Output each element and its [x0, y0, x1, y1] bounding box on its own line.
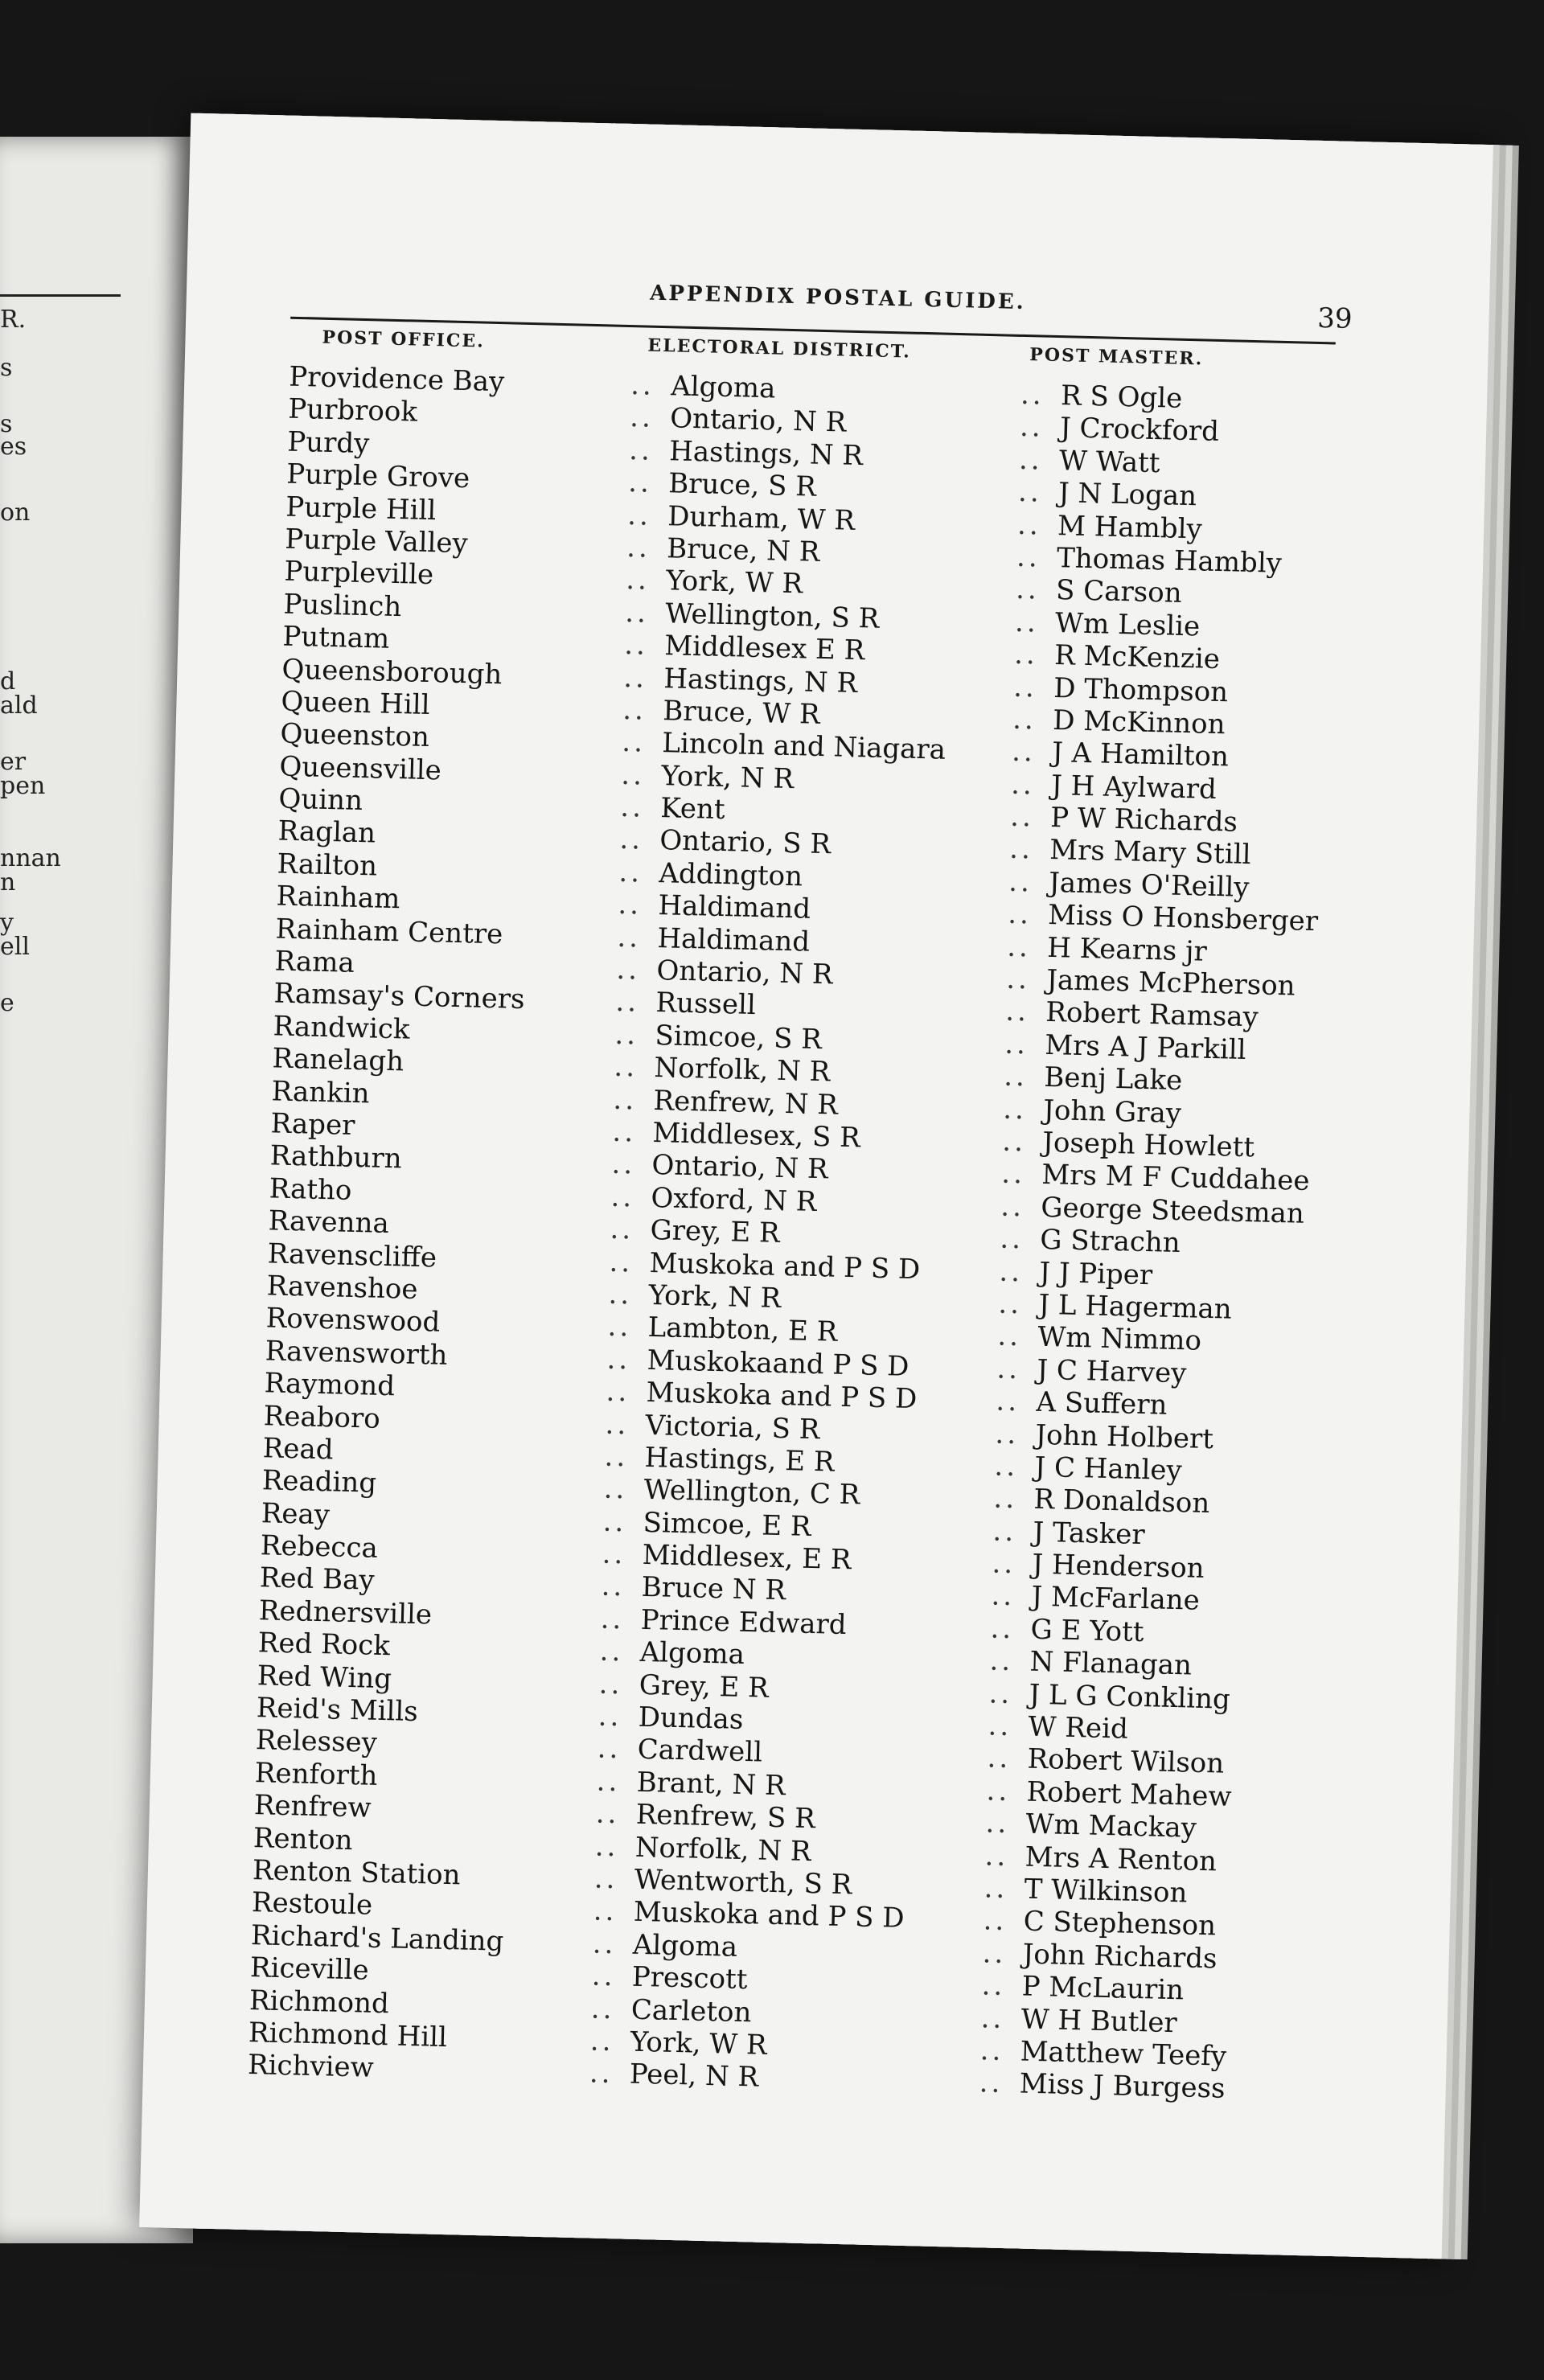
- leader-dots: ..: [591, 1959, 617, 1993]
- leader-dots: ..: [1004, 995, 1030, 1028]
- leader-dots: ..: [589, 2057, 614, 2091]
- post-master-cell: J Tasker: [1033, 1516, 1146, 1551]
- directory-table: [143, 359, 1488, 2111]
- electoral-district-cell: Grey, E R: [650, 1214, 781, 1250]
- post-master-cell: Mrs A Renton: [1025, 1840, 1218, 1877]
- post-office-cell: Randwick: [273, 1010, 411, 1046]
- electoral-district-cell: Muskoka and P S D: [633, 1896, 905, 1935]
- post-master-cell: P W Richards: [1049, 802, 1238, 839]
- leader-dots: ..: [610, 1180, 635, 1214]
- leader-dots: ..: [1000, 1158, 1026, 1191]
- post-master-cell: W Reid: [1028, 1710, 1129, 1746]
- post-office-cell: Restoule: [251, 1886, 373, 1922]
- post-master-cell: M Hambly: [1057, 509, 1203, 546]
- post-office-cell: Purple Hill: [285, 490, 437, 527]
- post-office-cell: Purbrook: [287, 393, 418, 429]
- leader-dots: ..: [990, 1612, 1015, 1646]
- electoral-district-cell: Muskoka and P S D: [646, 1377, 918, 1416]
- electoral-district-cell: Simcoe, E R: [643, 1506, 812, 1543]
- leader-dots: ..: [996, 1385, 1020, 1418]
- leader-dots: ..: [597, 1700, 622, 1734]
- electoral-district-cell: Russell: [655, 987, 757, 1022]
- leader-dots: ..: [1002, 1093, 1028, 1126]
- leader-dots: ..: [994, 1450, 1019, 1483]
- post-office-cell: Purple Grove: [285, 458, 470, 495]
- post-master-cell: Mrs A J Parkill: [1044, 1028, 1247, 1066]
- leader-dots: ..: [983, 1872, 1008, 1906]
- previous-page-fragment: ell: [0, 933, 30, 961]
- electoral-district-cell: York, W R: [665, 564, 803, 601]
- leader-dots: ..: [991, 1579, 1016, 1613]
- electoral-district-cell: York, N R: [660, 759, 795, 795]
- leader-dots: ..: [597, 1732, 622, 1766]
- post-office-cell: Raglan: [277, 815, 376, 850]
- previous-page-fragment: d: [0, 667, 16, 696]
- post-master-cell: J L Hagerman: [1037, 1288, 1233, 1326]
- post-office-cell: Renforth: [254, 1756, 378, 1792]
- leader-dots: ..: [997, 1319, 1022, 1353]
- leader-dots: ..: [992, 1547, 1016, 1581]
- electoral-district-cell: Wellington, S R: [664, 597, 880, 635]
- leader-dots: ..: [982, 1937, 1007, 1970]
- post-master-cell: J L G Conkling: [1029, 1678, 1231, 1716]
- post-office-cell: Rathburn: [269, 1139, 403, 1176]
- electoral-district-cell: Hastings, N R: [663, 662, 858, 700]
- leader-dots: ..: [992, 1515, 1017, 1548]
- post-master-cell: Wm Leslie: [1054, 606, 1201, 643]
- leader-dots: ..: [985, 1807, 1010, 1840]
- post-master-cell: P McLaurin: [1021, 1970, 1185, 2007]
- post-master-cell: C Stephenson: [1023, 1905, 1217, 1943]
- post-master-cell: Robert Wilson: [1027, 1743, 1225, 1781]
- post-office-cell: Purdy: [286, 425, 370, 460]
- post-master-cell: J A Hamilton: [1051, 737, 1230, 774]
- post-office-cell: Ramsay's Corners: [273, 977, 525, 1016]
- post-master-cell: Benj Lake: [1043, 1061, 1183, 1098]
- book-page: [139, 113, 1493, 2259]
- leader-dots: ..: [1019, 411, 1045, 445]
- post-office-cell: Red Bay: [259, 1561, 376, 1598]
- post-office-cell: Reay: [261, 1496, 331, 1532]
- electoral-district-cell: Kent: [659, 792, 726, 827]
- leader-dots: ..: [1004, 1028, 1029, 1061]
- electoral-district-cell: Middlesex, S R: [652, 1117, 861, 1155]
- leader-dots: ..: [607, 1311, 632, 1344]
- previous-page-fragment: y: [0, 909, 14, 937]
- leader-dots: ..: [608, 1278, 633, 1311]
- leader-dots: ..: [988, 1709, 1012, 1743]
- post-office-cell: Red Wing: [257, 1659, 392, 1695]
- leader-dots: ..: [602, 1537, 626, 1571]
- electoral-district-cell: Bruce, N R: [666, 532, 820, 568]
- leader-dots: ..: [612, 1115, 637, 1149]
- post-office-cell: Richview: [247, 2049, 375, 2085]
- leader-dots: ..: [599, 1635, 624, 1668]
- previous-page-fragment: n: [0, 868, 16, 897]
- previous-page-fragment: R.: [0, 306, 27, 334]
- electoral-district-cell: Ontario, S R: [659, 824, 832, 861]
- electoral-district-cell: Muskoka and P S D: [649, 1246, 921, 1286]
- electoral-district-cell: Wentworth, S R: [634, 1863, 852, 1902]
- leader-dots: ..: [1008, 833, 1034, 866]
- leader-dots: ..: [615, 986, 640, 1019]
- post-master-cell: John Holbert: [1035, 1418, 1214, 1455]
- leader-dots: ..: [598, 1668, 623, 1701]
- post-office-cell: Rebecca: [260, 1529, 379, 1565]
- leader-dots: ..: [611, 1148, 636, 1181]
- leader-dots: ..: [1012, 671, 1038, 704]
- electoral-district-cell: Hastings, E R: [644, 1441, 835, 1479]
- post-master-cell: James McPherson: [1045, 963, 1296, 1003]
- post-office-cell: Reid's Mills: [256, 1692, 419, 1729]
- post-office-cell: Riceville: [249, 1951, 370, 1987]
- post-office-cell: Railton: [277, 847, 378, 883]
- previous-page-fragment: ald: [0, 691, 38, 720]
- leader-dots: ..: [1000, 1190, 1025, 1224]
- post-master-cell: Wm Mackay: [1025, 1808, 1197, 1844]
- post-master-cell: D McKinnon: [1052, 704, 1226, 741]
- leader-dots: ..: [616, 921, 642, 954]
- electoral-district-cell: Lincoln and Niagara: [661, 727, 947, 767]
- electoral-district-cell: Bruce N R: [641, 1571, 786, 1607]
- leader-dots: ..: [1001, 1125, 1027, 1159]
- post-office-cell: Renton Station: [252, 1854, 462, 1892]
- leader-dots: ..: [986, 1775, 1011, 1808]
- electoral-district-cell: York, N R: [648, 1278, 782, 1315]
- leader-dots: ..: [622, 661, 648, 695]
- electoral-district-cell: Renfrew, S R: [635, 1798, 816, 1836]
- post-office-cell: Quinn: [278, 782, 363, 818]
- post-office-cell: Rankin: [271, 1075, 371, 1110]
- post-master-cell: J Crockford: [1059, 412, 1220, 449]
- leader-dots: ..: [1015, 573, 1041, 606]
- electoral-district-cell: Ontario, N R: [651, 1149, 829, 1186]
- leader-dots: ..: [1012, 703, 1037, 737]
- post-office-cell: Puslinch: [282, 588, 402, 623]
- post-office-cell: Rovenswood: [265, 1302, 441, 1339]
- post-office-cell: Renton: [253, 1821, 354, 1857]
- post-office-cell: Richard's Landing: [250, 1918, 504, 1958]
- electoral-district-cell: Ontario, N R: [669, 402, 847, 440]
- running-title: APPENDIX POSTAL GUIDE.: [649, 281, 1027, 315]
- post-master-cell: Mrs M F Cuddahee: [1041, 1159, 1311, 1198]
- electoral-district-cell: Lambton, E R: [647, 1311, 838, 1349]
- electoral-district-cell: Algoma: [632, 1928, 738, 1964]
- post-office-cell: Rainham Centre: [275, 913, 503, 951]
- leader-dots: ..: [602, 1505, 627, 1539]
- leader-dots: ..: [987, 1742, 1012, 1775]
- post-master-cell: W Watt: [1058, 444, 1160, 479]
- leader-dots: ..: [980, 2001, 1005, 2035]
- leader-dots: ..: [1010, 768, 1036, 802]
- post-office-cell: Ratho: [269, 1172, 352, 1207]
- post-office-cell: Richmond: [248, 1984, 390, 2020]
- leader-dots: ..: [1007, 897, 1033, 931]
- leader-dots: ..: [979, 2066, 1004, 2100]
- page-number: 39: [1316, 302, 1353, 335]
- post-master-cell: Miss J Burgess: [1019, 2067, 1226, 2106]
- post-office-cell: Reaboro: [263, 1399, 381, 1435]
- leader-dots: ..: [984, 1839, 1009, 1873]
- previous-page-fragment: nnan: [0, 844, 61, 872]
- electoral-district-cell: Norfolk, N R: [634, 1831, 812, 1868]
- post-office-cell: Renfrew: [253, 1789, 372, 1824]
- leader-dots: ..: [999, 1222, 1025, 1256]
- leader-dots: ..: [989, 1644, 1014, 1678]
- post-master-cell: H Kearns jr: [1046, 931, 1208, 968]
- post-master-cell: N Flanagan: [1029, 1645, 1193, 1682]
- electoral-district-cell: Ontario, N R: [655, 954, 833, 991]
- leader-dots: ..: [627, 466, 653, 499]
- leader-dots: ..: [1017, 476, 1043, 509]
- leader-dots: ..: [614, 1051, 639, 1084]
- electoral-district-cell: Brant, N R: [636, 1766, 786, 1803]
- leader-dots: ..: [604, 1440, 629, 1474]
- leader-dots: ..: [995, 1418, 1020, 1451]
- post-office-cell: Putnam: [282, 620, 390, 655]
- previous-page-fragment: s: [0, 410, 13, 438]
- leader-dots: ..: [605, 1408, 630, 1441]
- electoral-district-cell: Algoma: [670, 370, 776, 405]
- leader-dots: ..: [997, 1287, 1023, 1321]
- post-office-cell: Purple Valley: [284, 523, 469, 560]
- leader-dots: ..: [601, 1570, 626, 1603]
- leader-dots: ..: [613, 1083, 638, 1117]
- post-master-cell: Matthew Teefy: [1020, 2035, 1227, 2073]
- post-master-cell: J H Aylward: [1050, 769, 1218, 806]
- post-office-cell: Ravenna: [268, 1204, 390, 1241]
- leader-dots: ..: [625, 564, 651, 597]
- leader-dots: ..: [616, 953, 641, 987]
- post-office-cell: Read: [262, 1432, 335, 1467]
- leader-dots: ..: [981, 1969, 1006, 2003]
- post-office-cell: Queen Hill: [281, 685, 430, 721]
- post-master-cell: Robert Mahew: [1026, 1775, 1232, 1813]
- previous-page-fragment: er: [0, 748, 27, 776]
- post-master-cell: Wm Nimmo: [1037, 1321, 1202, 1358]
- leader-dots: ..: [606, 1343, 631, 1377]
- post-office-cell: Red Rock: [257, 1627, 391, 1663]
- leader-dots: ..: [1003, 1060, 1029, 1094]
- leader-dots: ..: [1016, 540, 1041, 574]
- electoral-district-cell: Norfolk, N R: [654, 1052, 831, 1089]
- post-master-cell: D Thompson: [1053, 671, 1229, 708]
- post-master-cell: J C Hanley: [1034, 1451, 1183, 1488]
- electoral-district-cell: Middlesex E R: [663, 630, 865, 667]
- post-office-cell: Rama: [274, 945, 355, 979]
- electoral-district-cell: Dundas: [638, 1701, 744, 1736]
- post-master-cell: Robert Ramsay: [1045, 996, 1259, 1034]
- post-master-cell: J Henderson: [1032, 1548, 1205, 1585]
- post-office-cell: Richmond Hill: [248, 2016, 448, 2054]
- leader-dots: ..: [619, 790, 645, 824]
- leader-dots: ..: [983, 1904, 1008, 1938]
- leader-dots: ..: [1020, 378, 1045, 412]
- previous-page-fragment: s: [0, 354, 13, 382]
- leader-dots: ..: [610, 1213, 634, 1246]
- electoral-district-cell: York, W R: [630, 2025, 768, 2062]
- leader-dots: ..: [998, 1255, 1024, 1288]
- post-master-cell: J J Piper: [1038, 1256, 1153, 1291]
- leader-dots: ..: [996, 1352, 1021, 1385]
- electoral-district-cell: Addington: [658, 856, 803, 893]
- leader-dots: ..: [609, 1245, 634, 1279]
- post-office-cell: Raymond: [264, 1367, 396, 1403]
- leader-dots: ..: [621, 726, 647, 759]
- leader-dots: ..: [628, 433, 654, 467]
- leader-dots: ..: [593, 1894, 618, 1928]
- electoral-district-cell: Prince Edward: [640, 1603, 848, 1641]
- leader-dots: ..: [622, 693, 647, 727]
- post-master-cell: Joseph Howlett: [1041, 1126, 1255, 1164]
- post-master-cell: S Carson: [1055, 574, 1183, 610]
- post-office-cell: Purpleville: [283, 555, 434, 592]
- electoral-district-cell: Victoria, S R: [645, 1409, 820, 1446]
- leader-dots: ..: [623, 629, 649, 662]
- electoral-district-cell: Middlesex, E R: [642, 1538, 852, 1577]
- leader-dots: ..: [594, 1830, 619, 1863]
- leader-dots: ..: [979, 2034, 1004, 2067]
- electoral-district-cell: Hastings, N R: [668, 435, 864, 472]
- previous-page-fragment: es: [0, 433, 27, 461]
- post-master-cell: J C Harvey: [1037, 1353, 1187, 1390]
- electoral-district-cell: Bruce, S R: [667, 467, 817, 503]
- post-master-cell: James O'Reilly: [1048, 866, 1250, 904]
- leader-dots: ..: [595, 1797, 620, 1831]
- post-office-cell: Providence Bay: [288, 360, 505, 399]
- leader-dots: ..: [603, 1472, 628, 1506]
- leader-dots: ..: [618, 823, 644, 857]
- post-master-cell: T Wilkinson: [1024, 1873, 1188, 1910]
- leader-dots: ..: [630, 369, 655, 402]
- electoral-district-cell: Haldimand: [657, 889, 811, 925]
- leader-dots: ..: [589, 2025, 615, 2058]
- electoral-district-cell: Oxford, N R: [651, 1181, 817, 1218]
- post-master-cell: Mrs Mary Still: [1049, 834, 1251, 872]
- leader-dots: ..: [1018, 443, 1044, 477]
- post-master-cell: A Suffern: [1036, 1385, 1168, 1422]
- leader-dots: ..: [629, 401, 655, 435]
- electoral-district-cell: Carleton: [630, 1993, 752, 2029]
- post-master-cell: J McFarlane: [1031, 1581, 1201, 1618]
- post-master-cell: R Donaldson: [1033, 1483, 1210, 1520]
- previous-page-fragment: on: [0, 499, 31, 527]
- leader-dots: ..: [1016, 508, 1042, 542]
- leader-dots: ..: [1008, 865, 1033, 899]
- post-office-cell: Queenston: [280, 717, 430, 754]
- leader-dots: ..: [993, 1482, 1018, 1516]
- previous-page-fragment: pen: [0, 772, 46, 800]
- post-office-cell: Raper: [270, 1107, 355, 1142]
- post-office-cell: Relessey: [255, 1724, 378, 1760]
- leader-dots: ..: [1013, 638, 1039, 671]
- post-office-cell: Queensborough: [281, 653, 503, 691]
- leader-dots: ..: [614, 1018, 639, 1052]
- post-master-cell: G Strachn: [1039, 1223, 1181, 1260]
- electoral-district-cell: Peel, N R: [629, 2058, 759, 2094]
- post-office-cell: Ravenscliffe: [267, 1237, 437, 1274]
- electoral-district-cell: Durham, W R: [667, 499, 856, 537]
- leader-dots: ..: [596, 1765, 621, 1799]
- leader-dots: ..: [590, 1992, 616, 2025]
- leader-dots: ..: [620, 758, 646, 792]
- post-office-cell: Ravenshoe: [266, 1270, 419, 1306]
- post-office-cell: Reading: [261, 1464, 377, 1500]
- leader-dots: ..: [988, 1677, 1013, 1710]
- electoral-district-cell: Wellington, C R: [643, 1474, 860, 1512]
- leader-dots: ..: [606, 1375, 630, 1409]
- electoral-district-cell: Simcoe, S R: [655, 1019, 823, 1056]
- leader-dots: ..: [1011, 736, 1037, 769]
- leader-dots: ..: [592, 1927, 618, 1960]
- previous-page-rule: [0, 294, 121, 297]
- post-master-cell: George Steedsman: [1040, 1191, 1305, 1230]
- electoral-district-cell: Renfrew, N R: [653, 1084, 839, 1122]
- heading-electoral-district: ELECTORAL DISTRICT.: [647, 334, 912, 363]
- leader-dots: ..: [1005, 962, 1031, 996]
- leader-dots: ..: [1014, 605, 1040, 639]
- post-master-cell: R McKenzie: [1053, 639, 1221, 676]
- post-master-cell: Miss O Honsberger: [1047, 899, 1319, 938]
- leader-dots: ..: [600, 1602, 625, 1636]
- post-office-cell: Rainham: [276, 880, 400, 916]
- post-master-cell: G E Yott: [1030, 1613, 1144, 1648]
- leader-dots: ..: [1009, 800, 1035, 834]
- previous-page-fragment: e: [0, 989, 14, 1017]
- heading-post-office: POST OFFICE.: [322, 326, 486, 352]
- electoral-district-cell: Haldimand: [656, 921, 811, 958]
- post-office-cell: Ranelagh: [272, 1042, 404, 1078]
- electoral-district-cell: Algoma: [639, 1636, 745, 1672]
- leader-dots: ..: [617, 888, 643, 921]
- electoral-district-cell: Grey, E R: [639, 1668, 770, 1705]
- leader-dots: ..: [1006, 930, 1032, 964]
- post-master-cell: Thomas Hambly: [1056, 542, 1283, 580]
- electoral-district-cell: Bruce, W R: [662, 695, 821, 731]
- post-office-cell: Rednersville: [258, 1594, 433, 1631]
- post-master-cell: John Richards: [1022, 1938, 1218, 1976]
- leader-dots: ..: [624, 596, 650, 630]
- post-master-cell: J N Logan: [1057, 477, 1197, 513]
- leader-dots: ..: [593, 1862, 618, 1896]
- electoral-district-cell: Muskokaand P S D: [647, 1344, 910, 1383]
- post-office-cell: Ravensworth: [265, 1335, 448, 1372]
- leader-dots: ..: [626, 499, 652, 532]
- post-master-cell: W H Butler: [1020, 2003, 1178, 2039]
- post-office-cell: Queensville: [279, 750, 442, 787]
- leader-dots: ..: [626, 531, 651, 564]
- post-master-cell: John Gray: [1042, 1094, 1182, 1130]
- post-master-cell: R S Ogle: [1060, 380, 1183, 415]
- leader-dots: ..: [618, 856, 643, 889]
- electoral-district-cell: Cardwell: [637, 1734, 763, 1769]
- electoral-district-cell: Prescott: [631, 1960, 748, 1996]
- heading-post-master: POST MASTER.: [1029, 344, 1204, 370]
